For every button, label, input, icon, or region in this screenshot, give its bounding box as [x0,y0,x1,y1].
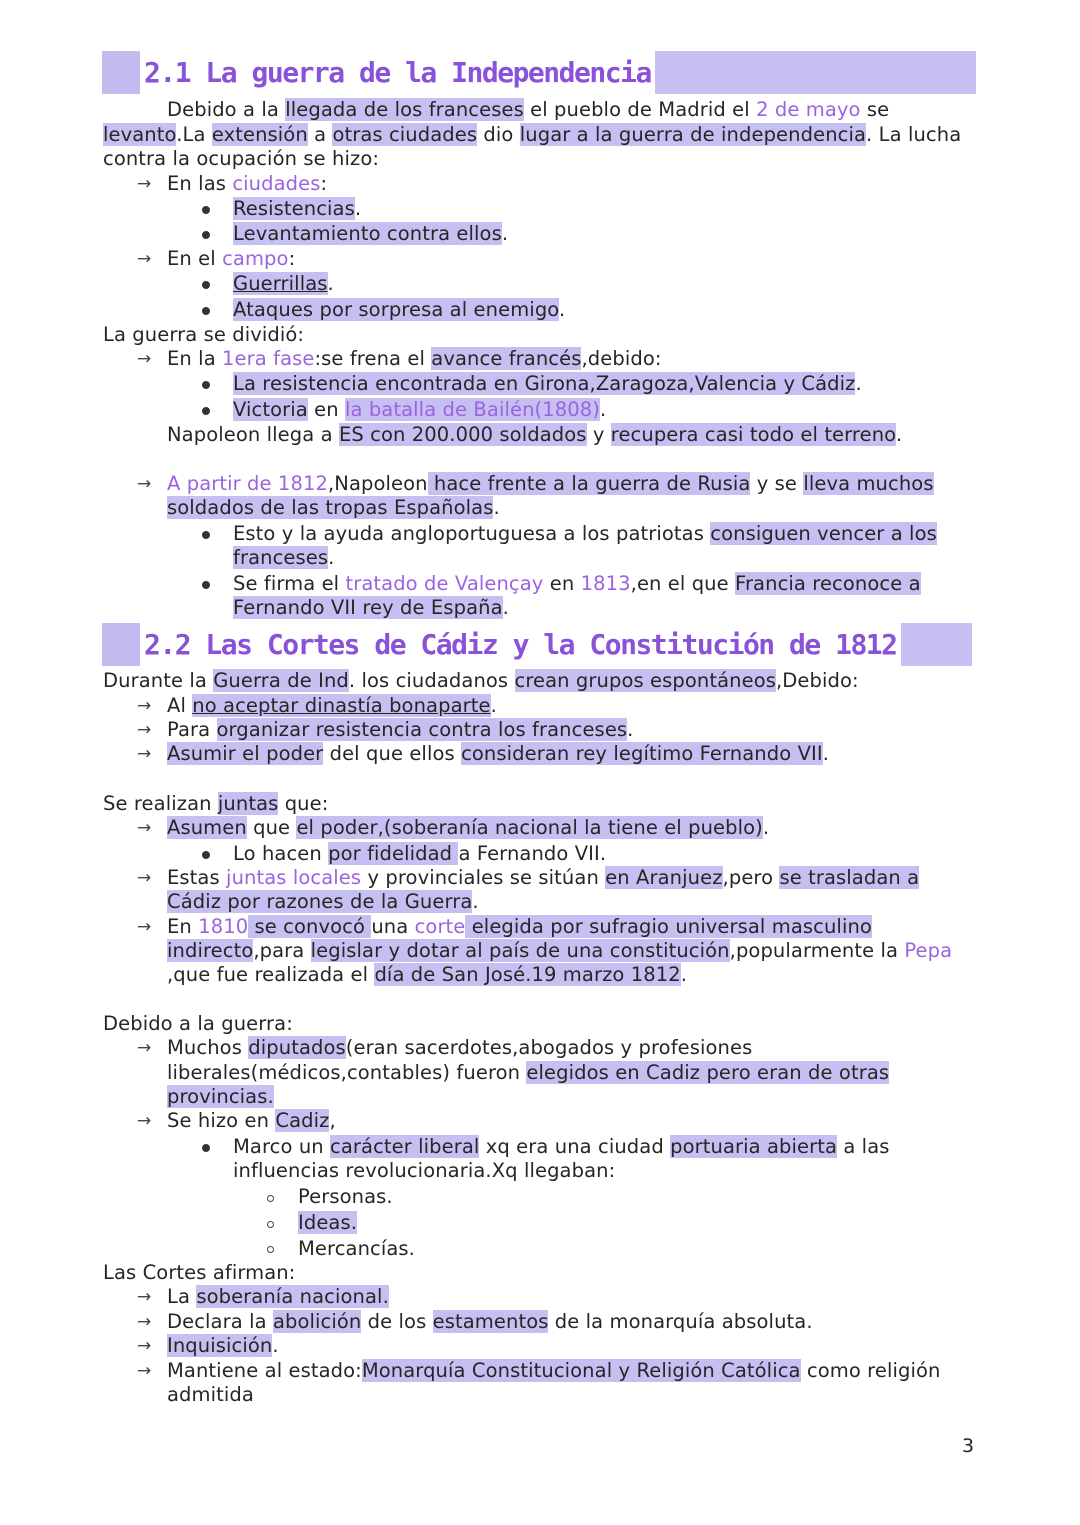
list-item: En el campo: [167,247,296,270]
text-line: levanto.La extensión a otras ciudades dio lugar a la guerra de independencia. La lucha [103,123,962,146]
bullet-icon [202,407,210,415]
list-item: Resistencias. [233,197,362,220]
arrow-icon: → [137,868,152,888]
list-item: Ideas. [298,1211,358,1234]
list-item: En 1810 se convocó una corte elegida por sufragio universal masculino [167,915,872,938]
text-line: Las Cortes afirman: [103,1261,296,1284]
text-line: liberales(médicos,contables) fueron elegidos en Cadiz pero eran de otras [167,1061,890,1084]
list-item: Mantiene al estado:Monarquía Constitucional y Religión Católica como religión [167,1359,941,1382]
arrow-icon: → [137,349,152,369]
bullet-icon [202,307,210,315]
list-item: La soberanía nacional. [167,1285,389,1308]
bullet-icon [202,581,210,589]
list-item: Esto y la ayuda angloportuguesa a los patriotas consiguen vencer a los [233,522,937,545]
list-item: En la 1era fase:se frena el avance francés,debido: [167,347,662,370]
sub-bullet-icon [267,1221,274,1228]
sub-bullet-icon [267,1195,274,1202]
text-line: Se realizan juntas que: [103,792,329,815]
page-number: 3 [962,1435,975,1457]
heading-tab [102,51,140,94]
bullet-icon [202,281,210,289]
arrow-icon: → [137,1336,152,1356]
list-item: Victoria en la batalla de Bailén(1808). [233,398,607,421]
arrow-icon: → [137,744,152,764]
list-item: Ataques por sorpresa al enemigo. [233,298,566,321]
text-line: franceses. [233,546,335,569]
text-line: soldados de las tropas Españolas. [167,496,500,519]
text-line: Debido a la guerra: [103,1012,293,1035]
arrow-icon: → [137,1361,152,1381]
list-item: Asumen que el poder,(soberanía nacional la tiene el pueblo). [167,816,770,839]
bullet-icon [202,1144,210,1152]
text-line: La guerra se dividió: [103,323,305,346]
sub-bullet-icon [267,1246,274,1253]
arrow-icon: → [137,720,152,740]
arrow-icon: → [137,174,152,194]
list-item: Al no aceptar dinastía bonaparte. [167,694,497,717]
list-item: Estas juntas locales y provinciales se sitúan en Aranjuez,pero se trasladan a [167,866,920,889]
arrow-icon: → [137,1038,152,1058]
text-line: provincias. [167,1085,274,1108]
text-line: Napoleon llega a ES con 200.000 soldados y recupera casi todo el terreno. [167,423,903,446]
bullet-icon [202,231,210,239]
list-item: Declara la abolición de los estamentos de la monarquía absoluta. [167,1310,813,1333]
list-item: Lo hacen por fidelidad a Fernando VII. [233,842,607,865]
section-heading-bar [102,51,976,94]
arrow-icon: → [137,1111,152,1131]
list-item: Asumir el poder del que ellos consideran rey legítimo Fernando VII. [167,742,830,765]
list-item: Mercancías. [298,1237,415,1260]
text-line: admitida [167,1383,254,1406]
list-item: Muchos diputados(eran sacerdotes,abogados y profesiones [167,1036,753,1059]
list-item: A partir de 1812,Napoleon hace frente a la guerra de Rusia y se lleva muchos [167,472,934,495]
section-heading-bar [102,623,972,666]
section-title: 2.2 Las Cortes de Cádiz y la Constitución de 1812 [140,623,901,666]
list-item: Personas. [298,1185,393,1208]
text-line: influencias revolucionaria.Xq llegaban: [233,1159,616,1182]
arrow-icon: → [137,696,152,716]
text-line: contra la ocupación se hizo: [103,147,380,170]
heading-tab [102,623,140,666]
list-item: Se firma el tratado de Valençay en 1813,en el que Francia reconoce a [233,572,921,595]
text-line: Cádiz por razones de la Guerra. [167,890,479,913]
arrow-icon: → [137,1287,152,1307]
list-item: La resistencia encontrada en Girona,Zaragoza,Valencia y Cádiz. [233,372,862,395]
bullet-icon [202,206,210,214]
list-item: En las ciudades: [167,172,328,195]
text-line: ,que fue realizada el día de San José.19 marzo 1812. [167,963,688,986]
arrow-icon: → [137,818,152,838]
arrow-icon: → [137,249,152,269]
bullet-icon [202,531,210,539]
text-line: Fernando VII rey de España. [233,596,509,619]
bullet-icon [202,381,210,389]
text-line: Durante la Guerra de Ind. los ciudadanos crean grupos espontáneos,Debido: [103,669,859,692]
arrow-icon: → [137,1312,152,1332]
list-item: Guerrillas. [233,272,334,295]
list-item: Inquisición. [167,1334,279,1357]
list-item: Para organizar resistencia contra los franceses. [167,718,634,741]
text-line: indirecto,para legislar y dotar al país de una constitución,popularmente la Pepa [167,939,953,962]
arrow-icon: → [137,917,152,937]
list-item: Se hizo en Cadiz, [167,1109,336,1132]
list-item: Levantamiento contra ellos. [233,222,509,245]
list-item: Marco un carácter liberal xq era una ciudad portuaria abierta a las [233,1135,890,1158]
bullet-icon [202,851,210,859]
arrow-icon: → [137,474,152,494]
text-line: Debido a la llegada de los franceses el pueblo de Madrid el 2 de mayo se [167,98,890,121]
section-title: 2.1 La guerra de la Independencia [140,51,655,94]
